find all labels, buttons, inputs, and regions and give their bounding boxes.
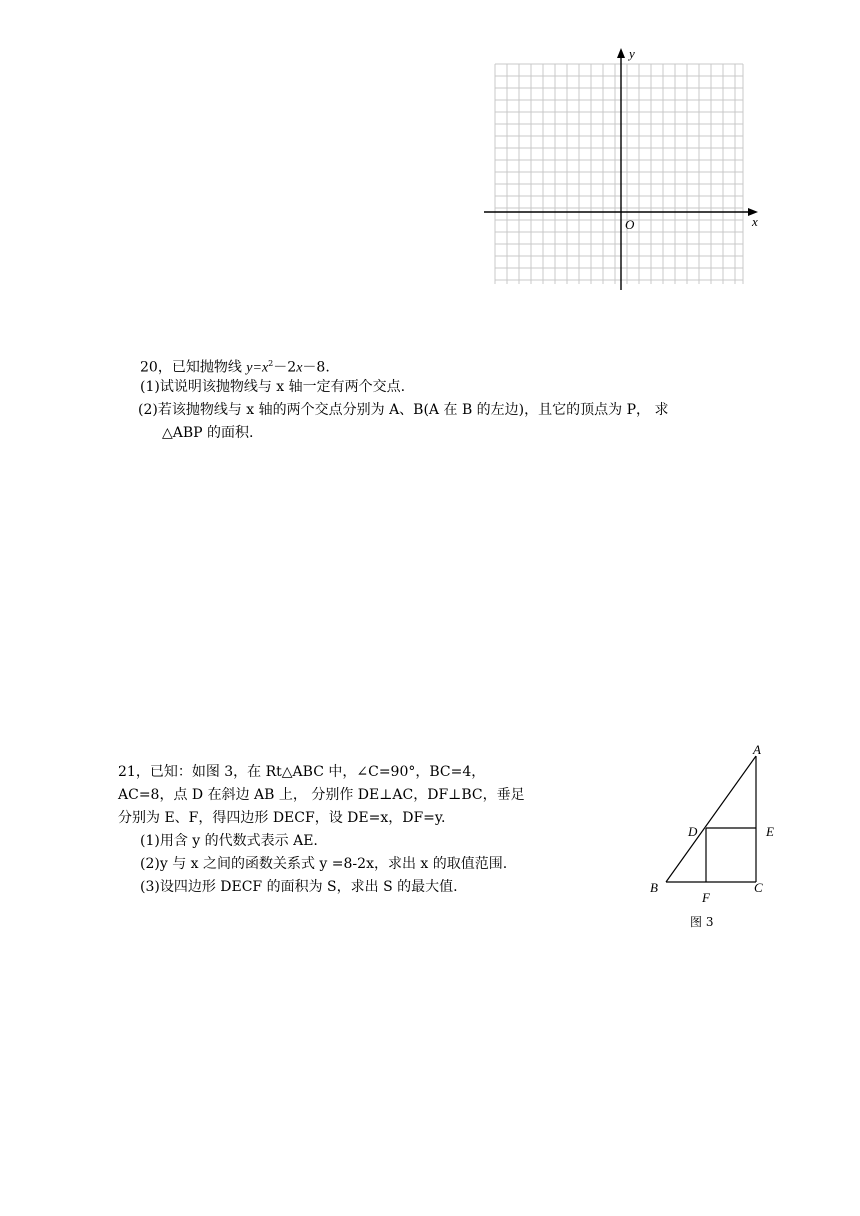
y-axis-label: y: [629, 46, 635, 61]
grid-lines: [495, 64, 743, 284]
q20-number: 20，: [140, 359, 172, 376]
origin-label: O: [625, 217, 635, 232]
q20-part1: (1)试说明该抛物线与 x 轴一定有两个交点.: [140, 379, 406, 395]
label-a: A: [753, 742, 761, 757]
q20-stem-text: 已知抛物线: [171, 359, 247, 376]
q20-part2-line2: △ABP 的面积.: [162, 425, 254, 441]
label-e: E: [766, 824, 774, 839]
q20-eq-minus: －2: [273, 359, 297, 376]
figure-3-triangle: [640, 740, 790, 940]
q20-eq-x: =x: [252, 360, 269, 376]
q21-line3: 分别为 E、F，得四边形 DECF，设 DE=x，DF=y.: [118, 810, 446, 826]
q21-line2: AC=8，点 D 在斜边 AB 上， 分别作 DE⊥AC，DF⊥BC，垂足: [118, 787, 525, 803]
q21-part1: (1)用含 y 的代数式表示 AE.: [140, 833, 318, 849]
side-ab: [666, 756, 756, 882]
q20-eq-exponent: 2: [268, 359, 274, 368]
q20-eq-end: －8.: [302, 359, 330, 376]
q20-eq-y: y: [246, 360, 253, 376]
q20-eq-x2: x: [296, 360, 303, 376]
q21-line1: 21，已知：如图 3，在 Rt△ABC 中，∠C=90°，BC=4，: [118, 764, 486, 780]
y-axis: [617, 48, 625, 290]
q21-part3: (3)设四边形 DECF 的面积为 S，求出 S 的最大值.: [140, 879, 458, 895]
q20-stem: [140, 354, 330, 379]
label-d: D: [688, 824, 698, 839]
x-axis-label: x: [752, 214, 758, 229]
label-b: B: [650, 880, 658, 895]
q20-part2-line1: (2)若该抛物线与 x 轴的两个交点分别为 A、B(A 在 B 的左边)，且它的顶点为 P， 求: [138, 402, 669, 418]
label-f: F: [702, 890, 710, 905]
q21-part2: (2)y 与 x 之间的函数关系式 y =8-2x，求出 x 的取值范围.: [140, 856, 508, 872]
figure-3-caption: 图 3: [690, 915, 714, 929]
label-c: C: [754, 880, 763, 895]
coordinate-grid-figure: [480, 44, 770, 296]
